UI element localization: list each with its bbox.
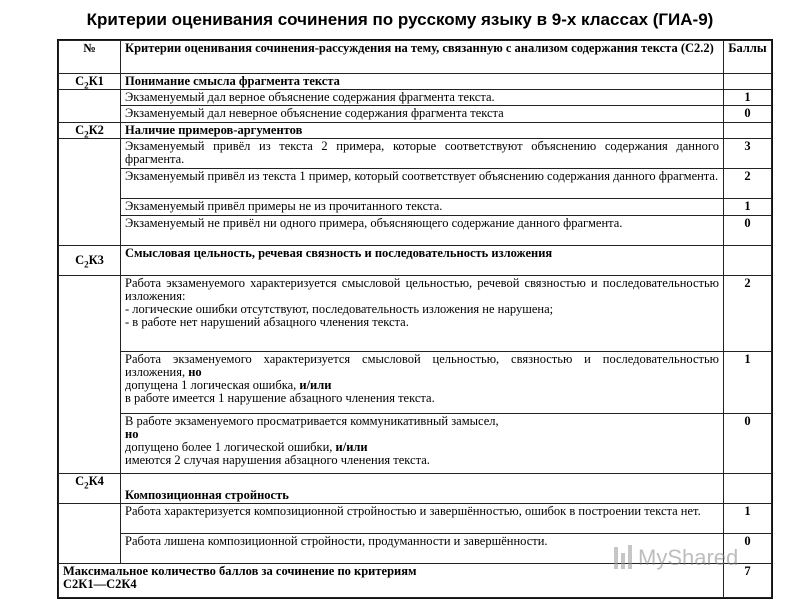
total-label-line: Максимальное количество баллов за сочинение по критериям <box>63 564 417 578</box>
table-row <box>59 106 772 123</box>
k3-title: Смысловая цельность, речевая связность и последовательность изложения <box>121 246 724 276</box>
total-points: 7 <box>724 564 772 598</box>
k3-code: $С_2К3$ <box>59 246 121 276</box>
k1-code: $С_2К1$ <box>59 74 121 90</box>
k2-code: $С_2К2$ <box>59 123 121 139</box>
k3-row-2 <box>121 352 724 414</box>
table-row <box>59 139 772 169</box>
criteria-table <box>57 39 773 599</box>
k3-row-3-line: В работе экзаменуемого просматривается коммуникативный замысел, <box>125 414 499 428</box>
k3-row-3 <box>121 414 724 474</box>
k3-row-2-line: Работа экзаменуемого характеризуется смысловой цельностью, связностью и последовательностью изложения, <box>125 352 719 379</box>
watermark-text: MyShared <box>638 545 739 570</box>
k3-row-3-but: но <box>125 427 139 441</box>
k1-row-text: Экзаменуемый дал неверное объяснение содержания фрагмента текста <box>121 106 724 123</box>
k3-row-2-line: в работе имеется 1 нарушение абзацного членения текста. <box>125 391 435 405</box>
k4-code: $С_2К4$ <box>59 474 121 504</box>
watermark <box>612 540 772 576</box>
table-row <box>59 90 772 106</box>
k3-row-points: 2 <box>724 276 772 352</box>
table-row <box>59 276 772 352</box>
k1-row-points: 1 <box>724 90 772 106</box>
k3-row-3-line: допущено более 1 логической ошибки, <box>125 440 333 454</box>
k4-row-text: Работа характеризуется композиционной стройностью и завершённостью, ошибок в построении текста нет. <box>121 504 724 534</box>
k2-row-text: Экзаменуемый привёл примеры не из прочитанного текста. <box>121 199 724 216</box>
k3-row-2-but: но <box>188 365 202 379</box>
total-label-line: С2К1—С2К4 <box>63 577 137 591</box>
table-header-row <box>59 41 772 74</box>
k3-row-1-line: - в работе нет нарушений абзацного членения текста. <box>125 315 409 329</box>
logo-glyph-icon <box>612 543 634 573</box>
k3-row-1-line: Работа экзаменуемого характеризуется смысловой цельностью, речевой связностью и последовательностью изложения: <box>125 276 719 303</box>
k1-row-points: 0 <box>724 106 772 123</box>
k3-row-3-line: имеются 2 случая нарушения абзацного членения текста. <box>125 453 430 467</box>
k2-row-text: Экзаменуемый не привёл ни одного примера, объясняющего содержание данного фрагмента. <box>121 216 724 246</box>
k3-row-points: 1 <box>724 352 772 414</box>
table-row <box>59 199 772 216</box>
k1-empty-code <box>59 90 121 123</box>
k3-row-2-andor: и/или <box>299 378 332 392</box>
k3-title-points <box>724 246 772 276</box>
k3-row-1-line: - логические ошибки отсутствуют, последовательность изложения не нарушена; <box>125 302 554 316</box>
k3-row-3-andor: и/или <box>335 440 368 454</box>
k2-title-points <box>724 123 772 139</box>
header-num: № <box>59 41 121 74</box>
k2-row-points: 2 <box>724 169 772 199</box>
k1-title-row <box>59 74 772 90</box>
table-row <box>59 504 772 534</box>
k2-title-row <box>59 123 772 139</box>
table-row <box>59 216 772 246</box>
k4-title-points <box>724 474 772 504</box>
k3-row-points: 0 <box>724 414 772 474</box>
k2-title: Наличие примеров-аргументов <box>121 123 724 139</box>
k2-empty-code <box>59 139 121 246</box>
k4-empty-code <box>59 504 121 564</box>
k4-title: Композиционная стройность <box>121 474 724 504</box>
page-title: Критерии оценивания сочинения по русскому языку в 9-х классах (ГИА-9) <box>86 10 714 29</box>
k2-row-text: Экзаменуемый привёл из текста 1 пример, который соответствует объяснению содержания данного фрагмента. <box>121 169 724 199</box>
k1-title: Понимание смысла фрагмента текста <box>121 74 724 90</box>
k3-row-2-line: допущена 1 логическая ошибка, <box>125 378 297 392</box>
k3-row-1 <box>121 276 724 352</box>
k2-row-points: 1 <box>724 199 772 216</box>
table-row <box>59 169 772 199</box>
table-row <box>59 414 772 474</box>
header-criteria: Критерии оценивания сочинения-рассуждения на тему, связанную с анализом содержания текста (С2.2) <box>121 41 724 74</box>
k2-row-text: Экзаменуемый привёл из текста 2 примера, которые соответствуют объяснению содержания данного фрагмента. <box>121 139 724 169</box>
k1-row-text: Экзаменуемый дал верное объяснение содержания фрагмента текста. <box>121 90 724 106</box>
k4-row-text: Работа лишена композиционной стройности, продуманности и завершённости. <box>121 534 724 564</box>
table-row <box>59 352 772 414</box>
k2-row-points: 0 <box>724 216 772 246</box>
k3-title-row <box>59 246 772 276</box>
k4-row-points: 0 <box>724 534 772 564</box>
k1-title-points <box>724 74 772 90</box>
k3-empty-code <box>59 276 121 474</box>
k4-row-points: 1 <box>724 504 772 534</box>
k4-title-row <box>59 474 772 504</box>
header-points: Баллы <box>724 41 772 74</box>
k2-row-points: 3 <box>724 139 772 169</box>
